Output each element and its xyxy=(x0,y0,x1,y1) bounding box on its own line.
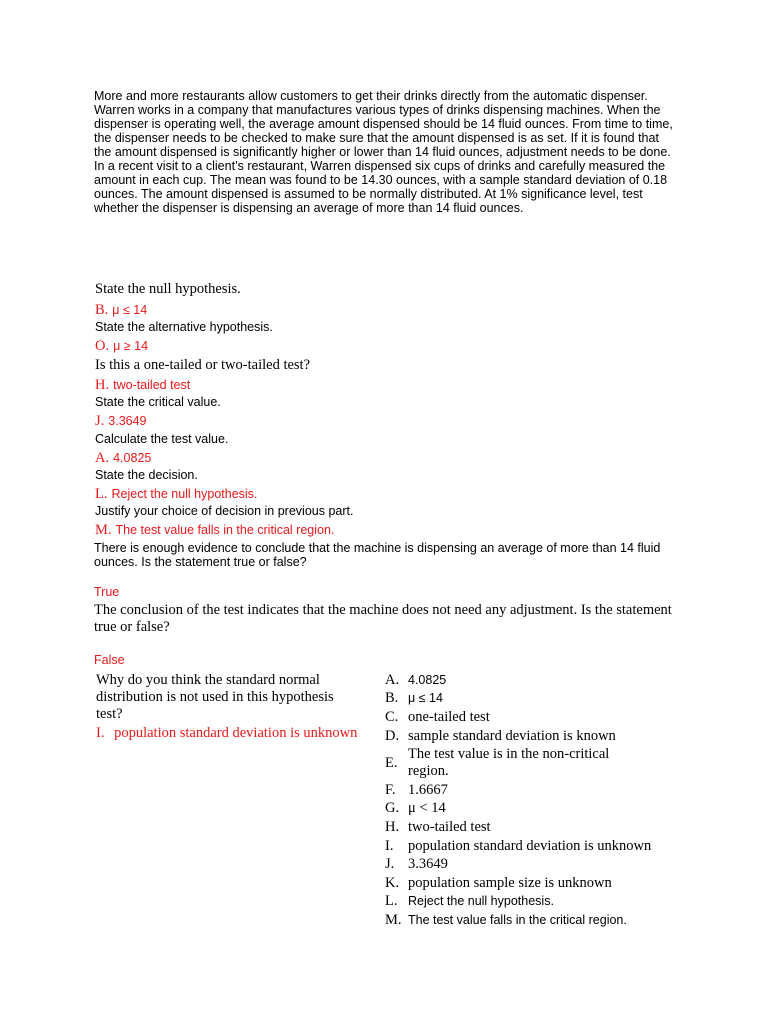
option-text: sample standard deviation is known xyxy=(408,728,616,744)
answer-letter: I. xyxy=(96,725,105,741)
question-alternative-hypothesis: State the alternative hypothesis. xyxy=(95,320,273,334)
answer-letter: A. xyxy=(95,450,110,466)
question-test-value: Calculate the test value. xyxy=(95,432,229,446)
question-null-hypothesis: State the null hypothesis. xyxy=(95,281,241,297)
answer-text: μ ≤ 14 xyxy=(112,303,148,317)
option-text: 4.0825 xyxy=(408,673,447,687)
answer-letter: L. xyxy=(95,486,108,502)
question-justify: Justify your choice of decision in previous part. xyxy=(95,504,354,518)
answer-test-value xyxy=(95,449,151,467)
answer-null-hypothesis xyxy=(95,301,147,319)
answer-text: Reject the null hypothesis. xyxy=(111,487,258,501)
answer-decision xyxy=(95,485,257,503)
question-true-false-adjustment: The conclusion of the test indicates that the machine does not need any adjustment. Is the statement true or false? xyxy=(94,602,672,635)
question-tail-type: Is this a one-tailed or two-tailed test? xyxy=(95,357,311,373)
option-text: μ < 14 xyxy=(408,800,446,816)
answer-true-false-evidence: True xyxy=(94,585,120,599)
answer-justify xyxy=(95,521,334,539)
option-text: The test value is in the non-critical region. xyxy=(408,746,610,779)
problem-statement: More and more restaurants allow customers to get their drinks directly from the automatic dispenser. Warren works in a company that manufactures various types of drinks dispensing machines. When the dispenser is operating well, the average amount dispensed should be 14 fluid ounces. From time to time, the dispenser needs to be checked to make sure that the amount dispensed is as set. If it is found that the amount dispensed is significantly higher or lower than 14 fluid ounces, adjustment needs to be done. In a recent visit to a client’s restaurant, Warren dispensed six cups of drinks and carefully measured the amount in each cup. The mean was found to be 14.30 ounces, with a sample standard deviation of 0.18 ounces. The amount dispensed is assumed to be normally distributed. At 1% significance level, test whether the dispenser is dispensing an average of more than 14 fluid ounces. xyxy=(94,89,673,215)
answer-letter: H. xyxy=(95,377,110,393)
answer-letter: J. xyxy=(95,413,105,429)
answer-text: μ ≥ 14 xyxy=(113,339,149,353)
question-decision: State the decision. xyxy=(95,468,198,482)
answer-text: two-tailed test xyxy=(113,378,191,392)
answer-text: The test value falls in the critical region. xyxy=(115,523,335,537)
answer-critical-value xyxy=(95,412,147,430)
answer-true-false-adjustment: False xyxy=(94,653,125,667)
option-text: population sample size is unknown xyxy=(408,875,612,891)
option-e: E. The test value is in the non-critical region. xyxy=(385,746,685,782)
option-text: two-tailed test xyxy=(408,819,491,835)
question-critical-value: State the critical value. xyxy=(95,395,221,409)
option-text: Reject the null hypothesis. xyxy=(408,894,554,908)
answer-text: 3.3649 xyxy=(108,414,147,428)
question-true-false-evidence: There is enough evidence to conclude that the machine is dispensing an average of more than 14 fluid ounces. Is the statement true or false? xyxy=(94,541,661,569)
option-text: 3.3649 xyxy=(408,856,448,872)
answer-letter: B. xyxy=(95,302,109,318)
option-text: 1.6667 xyxy=(408,782,448,798)
option-text: The test value falls in the critical region. xyxy=(408,913,627,927)
answer-alternative-hypothesis xyxy=(95,337,148,355)
answer-tail-type xyxy=(95,376,190,394)
option-text: μ ≤ 14 xyxy=(408,691,443,705)
option-text: one-tailed test xyxy=(408,709,490,725)
answer-letter: O. xyxy=(95,338,110,354)
answer-text: 4.0825 xyxy=(113,451,152,465)
answer-letter: M. xyxy=(95,522,112,538)
answer-why-not-normal xyxy=(96,725,357,742)
question-why-not-normal: Why do you think the standard normal distribution is not used in this hypothesis test? xyxy=(96,672,334,722)
option-text: population standard deviation is unknown xyxy=(408,838,652,854)
answer-text: population standard deviation is unknown xyxy=(114,725,358,741)
